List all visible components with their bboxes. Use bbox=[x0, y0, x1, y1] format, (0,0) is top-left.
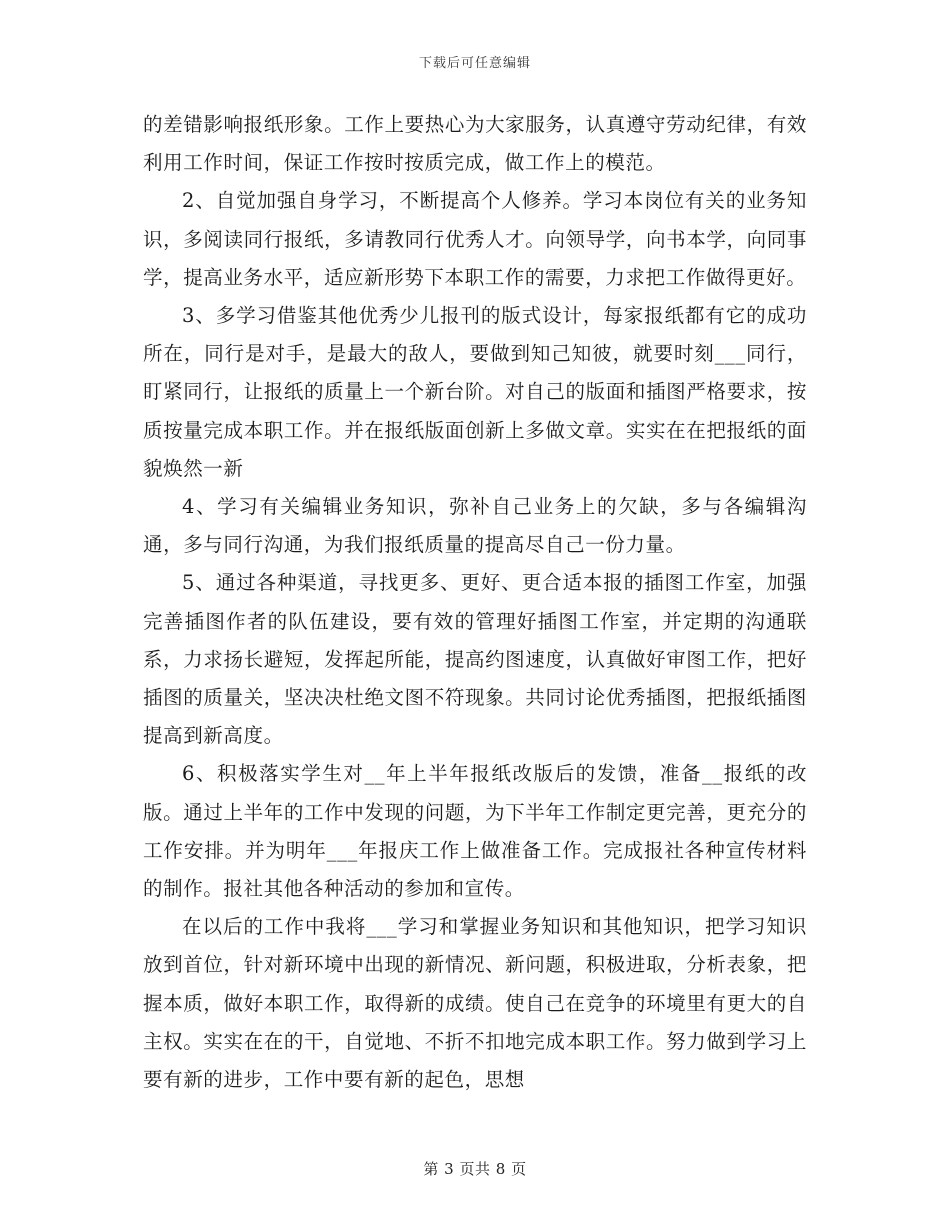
page-number: 第 3 页共 8 页 bbox=[423, 1160, 527, 1178]
paragraph-item-6: 6、积极落实学生对__年上半年报纸改版后的发馈，准备__报纸的改版。通过上半年的工作中发现的问题，为下半年工作制定更完善，更充分的工作安排。并为明年___年报庆工作上做准备工作。完成报社各种宣传材料的制作。报社其他各种活动的参加和宣传。 bbox=[143, 762, 807, 901]
paragraph-item-4: 4、学习有关编辑业务知识，弥补自己业务上的欠缺，多与各编辑沟通，多与同行沟通，为我们报纸质量的提高尽自己一份力量。 bbox=[143, 495, 807, 557]
document-body bbox=[143, 106, 807, 1099]
page-header: 下载后可任意编辑 bbox=[418, 56, 531, 71]
paragraph-item-3: 3、多学习借鉴其他优秀少儿报刊的版式设计，每家报纸都有它的成功所在，同行是对手，是最大的敌人，要做到知己知彼，就要时刻___同行，盯紧同行，让报纸的质量上一个新台阶。对自己的版面和插图严格要求，按质按量完成本职工作。并在报纸版面创新上多做文章。实实在在把报纸的面貌焕然一新 bbox=[143, 304, 807, 480]
paragraph-continuation: 的差错影响报纸形象。工作上要热心为大家服务，认真遵守劳动纪律，有效利用工作时间，保证工作按时按质完成，做工作上的模范。 bbox=[143, 113, 807, 175]
paragraph-item-5: 5、通过各种渠道，寻找更多、更好、更合适本报的插图工作室，加强完善插图作者的队伍建设，要有效的管理好插图工作室，并定期的沟通联系，力求扬长避短，发挥起所能，提高约图速度，认真做好审图工作，把好插图的质量关，坚决决杜绝文图不符现象。共同讨论优秀插图，把报纸插图提高到新高度。 bbox=[143, 571, 807, 748]
paragraph-conclusion: 在以后的工作中我将___学习和掌握业务知识和其他知识，把学习知识放到首位，针对新环境中出现的新情况、新问题，积极进取，分析表象，把握本质，做好本职工作，取得新的成绩。使自己在竞争的环境里有更大的自主权。实实在在的干，自觉地、不折不扣地完成本职工作。努力做到学习上要有新的进步，工作中要有新的起色，思想 bbox=[143, 915, 807, 1092]
paragraph-item-2: 2、自觉加强自身学习，不断提高个人修养。学习本岗位有关的业务知识，多阅读同行报纸，多请教同行优秀人才。向领导学，向书本学，向同事学，提高业务水平，适应新形势下本职工作的需要，力求把工作做得更好。 bbox=[143, 189, 807, 289]
